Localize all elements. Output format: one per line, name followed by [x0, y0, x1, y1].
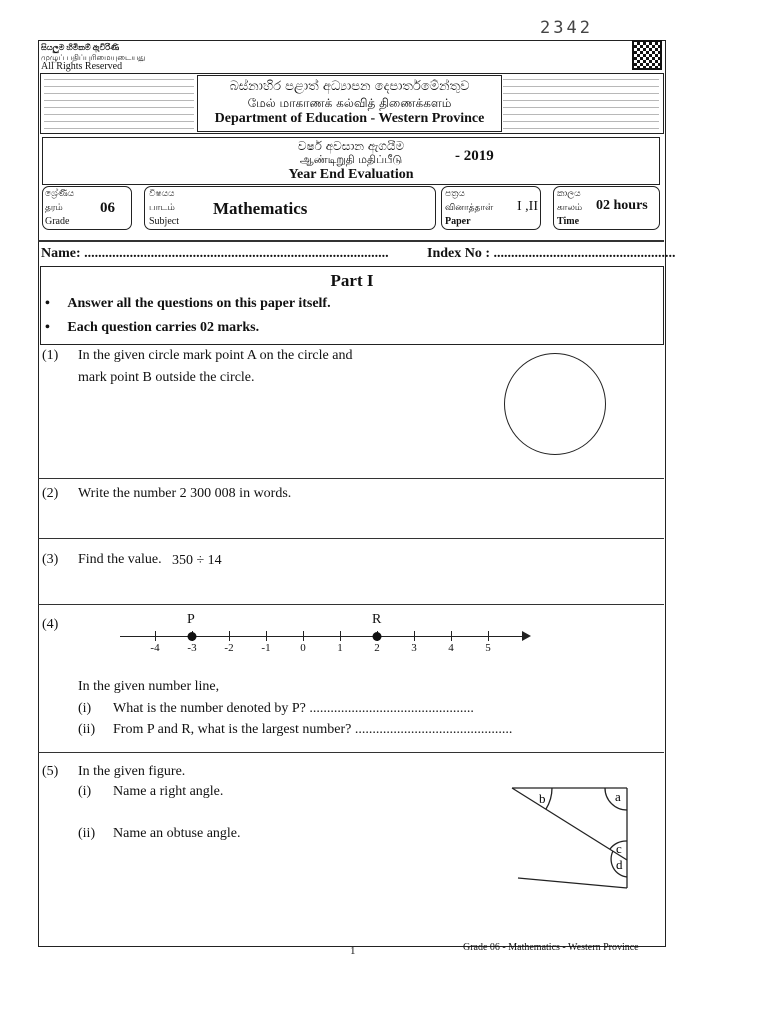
figure-bottom-line [518, 878, 627, 888]
paper-label-ta: வினாத்தாள் [445, 202, 494, 212]
name-field[interactable]: Name: ....................................................................................... [41, 246, 389, 261]
banner-pattern-left [44, 76, 194, 130]
angle-label-c: c [616, 841, 622, 856]
number-line-tick [155, 631, 156, 641]
q1-circle[interactable] [504, 353, 606, 455]
part-instructions-box [40, 266, 664, 345]
exam-title-en: Year End Evaluation [288, 167, 414, 182]
q3-number: (3) [42, 552, 59, 567]
paper-box [441, 186, 541, 230]
subject-label-ta: பாடம் [149, 202, 175, 212]
q5-number: (5) [42, 764, 59, 779]
angle-figure [500, 775, 640, 900]
time-value: 02 hours [596, 198, 648, 213]
q5-intro: In the given figure. [78, 764, 186, 779]
q3-text: Find the value. [78, 552, 162, 567]
time-box [553, 186, 660, 230]
number-line-tick-label: 2 [374, 642, 380, 654]
number-line-point-r [373, 632, 382, 641]
q2-text: Write the number 2 300 008 in words. [78, 486, 292, 501]
number-line-tick-label: 3 [411, 642, 417, 654]
q1-text-2: mark point B outside the circle. [78, 370, 255, 385]
part-title: Part I [330, 271, 374, 290]
divider [38, 538, 664, 539]
q5-sub2-num: (ii) [78, 826, 96, 841]
number-line-tick [303, 631, 304, 641]
number-line-tick [266, 631, 267, 641]
angle-label-a: a [615, 789, 621, 804]
q4-intro: In the given number line, [78, 679, 220, 694]
exam-year: - 2019 [455, 148, 494, 164]
number-line-tick [488, 631, 489, 641]
subject-value: Mathematics [213, 199, 308, 218]
footer-text: Grade 06 - Mathematics - Western Province [463, 942, 639, 953]
number-line-tick-label: 1 [337, 642, 343, 654]
exam-title-box [42, 137, 660, 185]
department-box [197, 75, 502, 132]
number-line-tick-label: -3 [187, 642, 197, 654]
q5-sub1-num: (i) [78, 784, 92, 799]
grade-value: 06 [100, 200, 115, 216]
grade-label-ta: தரம் [45, 202, 63, 212]
number-line-tick-label: 0 [300, 642, 306, 654]
number-line-point-p [188, 632, 197, 641]
figure-diagonal-line [512, 788, 627, 860]
arrow-icon [522, 631, 531, 641]
subject-box [144, 186, 436, 230]
dept-si: බස්නාහිර පළාත් අධ්‍යාපන දෙපාර්තමේන්තුව [229, 79, 470, 94]
q4-sub2-text: From P and R, what is the largest number? ............................................. [113, 722, 513, 737]
angle-label-d: d [616, 857, 623, 872]
exam-title-si: වර්ෂ අවසාන ඇගයීම [297, 139, 405, 153]
number-line-tick-label: 4 [448, 642, 454, 654]
q5-sub1-text: Name a right angle. [113, 784, 224, 799]
number-line-tick [414, 631, 415, 641]
rights-ta: முழுப் பதிப்புரிமையுடையது [41, 53, 146, 62]
index-no-field[interactable]: Index No : .................................................... [427, 246, 676, 261]
paper-label-en: Paper [445, 216, 471, 227]
subject-label-en: Subject [149, 216, 179, 227]
subject-label-si: විෂයය [149, 188, 175, 198]
divider [38, 478, 664, 479]
number-line-tick-label: -1 [261, 642, 271, 654]
grade-box [42, 186, 132, 230]
dept-en: Department of Education - Western Province [214, 111, 485, 126]
grade-label-en: Grade [45, 216, 70, 227]
q3-expression: 350 ÷ 14 [172, 553, 222, 568]
q4-sub2-num: (ii) [78, 722, 96, 737]
q4-sub1-num: (i) [78, 701, 92, 716]
q5-sub2-text: Name an obtuse angle. [113, 826, 241, 841]
grade-label-si: ශ්‍රේණිය [45, 188, 75, 198]
rights-si: සියලුම හිමිකම් ඇවිරිණි [41, 43, 120, 52]
number-line-tick [340, 631, 341, 641]
rights-en: All Rights Reserved [41, 61, 123, 72]
q2-number: (2) [42, 486, 59, 501]
time-label-en: Time [557, 216, 580, 227]
divider [38, 240, 664, 242]
divider [38, 604, 664, 605]
number-line-axis [120, 636, 525, 637]
angle-b-arc [546, 788, 552, 809]
exam-title-ta: ஆண்டிறுதி மதிப்பீடு [299, 153, 403, 166]
angle-label-b: b [539, 791, 546, 806]
banner-pattern-right [503, 76, 659, 130]
q1-text-1: In the given circle mark point A on the circle and [78, 348, 353, 363]
page-number: 1 [350, 945, 356, 957]
q4-number: (4) [42, 617, 59, 632]
q4-sub1-text: What is the number denoted by P? ............................................... [113, 701, 474, 716]
number-line-tick [229, 631, 230, 641]
number-line-tick-label: 5 [485, 642, 491, 654]
divider [38, 752, 664, 753]
paper-label-si: පත්‍රය [445, 188, 465, 198]
q1-number: (1) [42, 348, 59, 363]
instruction-2: • Each question carries 02 marks. [45, 320, 260, 335]
point-label-p: P [187, 612, 195, 627]
time-label-ta: காலம் [557, 202, 583, 212]
paper-value: I ,II [517, 199, 538, 214]
number-line-tick [451, 631, 452, 641]
instruction-1: • Answer all the questions on this paper itself. [45, 296, 331, 311]
qr-code [632, 40, 662, 70]
point-label-r: R [372, 612, 382, 627]
handwritten-number: 2342 [540, 18, 593, 38]
number-line-tick-label: -2 [224, 642, 234, 654]
number-line-tick-label: -4 [150, 642, 160, 654]
dept-ta: மேல் மாகாணக் கல்வித் திணைக்களம் [247, 96, 452, 110]
time-label-si: කාලය [557, 188, 581, 198]
